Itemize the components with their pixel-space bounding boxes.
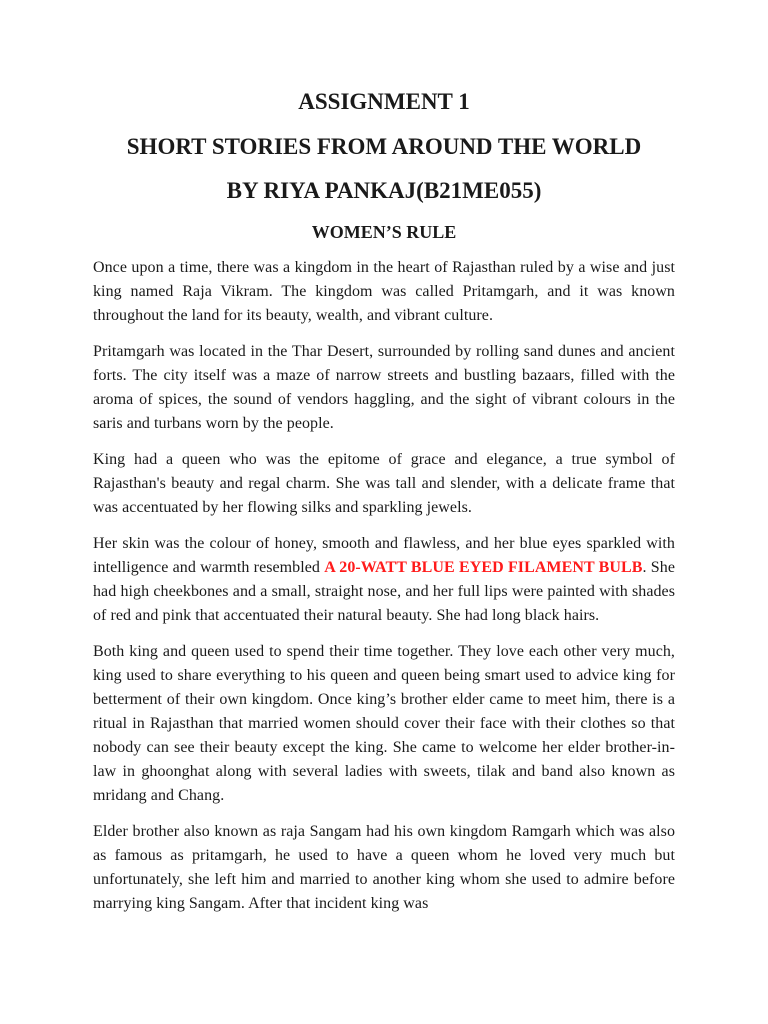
author-line: BY RIYA PANKAJ(B21ME055) [226, 178, 542, 203]
collection-title: SHORT STORIES FROM AROUND THE WORLD [126, 134, 642, 159]
highlighted-phrase: A 20-WATT BLUE EYED FILAMENT BULB [324, 559, 643, 576]
assignment-heading: ASSIGNMENT 1 [298, 89, 470, 114]
paragraph-text: . She had high cheekbones and a small, straight nose, and her full lips were painted with shades of red and pink that accentuated their natural beauty. She had long black hairs. [93, 559, 675, 624]
story-title: WOMEN’S RULE [311, 222, 457, 242]
paragraph-text: Her skin was the colour of honey, smooth and flawless, and her blue eyes sparkled with intelligence and warmth resembled [93, 535, 675, 576]
paragraph: King had a queen who was the epitome of grace and elegance, a true symbol of Rajasthan's beauty and regal charm. She was tall and slender, with a delicate frame that was accentuated by her flowing silks and sparkling jewels. [93, 451, 675, 516]
paragraph: Once upon a time, there was a kingdom in the heart of Rajasthan ruled by a wise and just king named Raja Vikram. The kingdom was called Pritamgarh, and it was known throughout the land for its beauty, wealth, and vibrant culture. [93, 259, 675, 324]
paragraph: Pritamgarh was located in the Thar Desert, surrounded by rolling sand dunes and ancient forts. The city itself was a maze of narrow streets and bustling bazaars, filled with the aroma of spices, the sound of vendors haggling, and the sight of vibrant colours in the saris and turbans worn by the people. [93, 343, 675, 432]
paragraph: Elder brother also known as raja Sangam had his own kingdom Ramgarh which was also as famous as pritamgarh, he used to have a queen whom he loved very much but unfortunately, she left him and married to another king whom she used to admire before marrying king Sangam. After that incident king was [93, 823, 675, 912]
paragraph-with-highlight [93, 532, 675, 628]
paragraph: Both king and queen used to spend their time together. They love each other very much, king used to share everything to his queen and queen being smart used to advice king for betterment of their own kingdom. Once king’s brother elder came to meet him, there is a ritual in Rajasthan that married women should cover their face with their clothes so that nobody can see their beauty except the king. She came to welcome her elder brother-in-law in ghoonghat along with several ladies with sweets, tilak and band also known as mridang and Chang. [93, 643, 675, 804]
story-body [93, 256, 675, 928]
